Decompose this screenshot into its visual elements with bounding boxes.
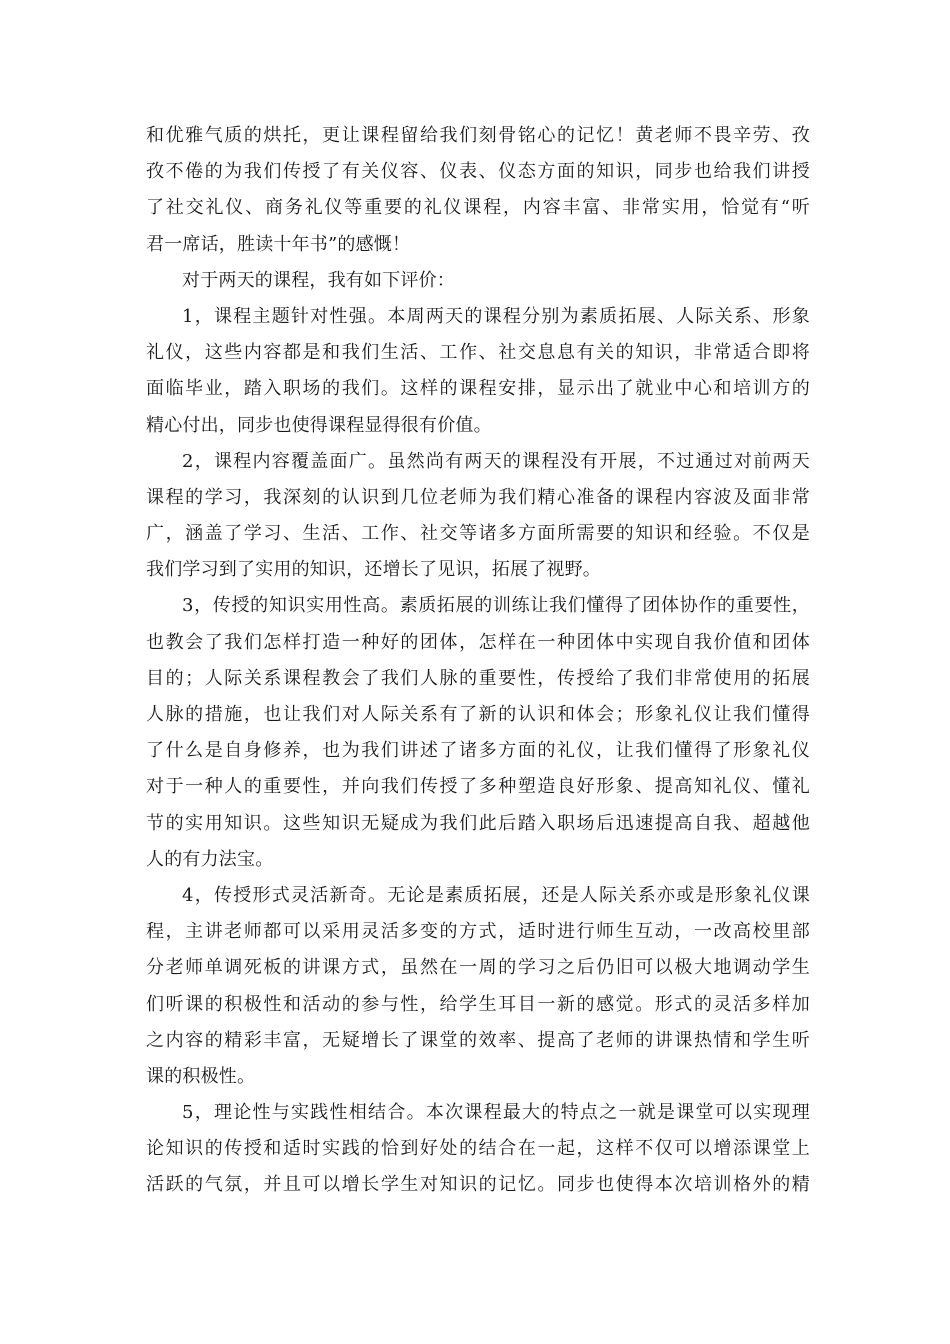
text-line: 人脉的措施，也让我们对人际关系有了新的认识和体会；形象礼仪让我们懂得: [146, 704, 810, 725]
text-line: 论知识的传授和适时实践的恰到好处的结合在一起，这样不仅可以增添课堂上: [146, 1138, 810, 1160]
text-line: 孜不倦的为我们传授了有关仪容、仪表、仪态方面的知识，同步也给我们讲授: [146, 161, 810, 183]
text-line: 分老师单调死板的讲课方式，虽然在一周的学习之后仍旧可以极大地调动学生: [146, 957, 810, 979]
paragraph-intro-continued: [146, 118, 810, 263]
paragraph-point-1: [146, 299, 810, 444]
text-line: 君一席话，胜读十年书”的感慨！: [146, 233, 411, 255]
text-line: 精心付出，同步也使得课程显得很有价值。: [146, 414, 492, 436]
text-line: 程，主讲老师都可以采用灵活多变的方式，适时进行师生互动，一改高校里部: [146, 921, 810, 943]
paragraph-point-5: [146, 1095, 810, 1204]
text-line: 对于两天的课程，我有如下评价：: [182, 269, 455, 291]
text-line: 面临毕业，踏入职场的我们。这样的课程安排，显示出了就业中心和培训方的: [146, 378, 810, 400]
text-line: 2，课程内容覆盖面广。虽然尚有两天的课程没有开展，不过通过对前两天: [182, 450, 810, 472]
text-line: 也教会了我们怎样打造一种好的团体，怎样在一种团体中实现自我价值和团体: [146, 631, 810, 653]
text-line: 4，传授形式灵活新奇。无论是素质拓展，还是人际关系亦或是形象礼仪课: [182, 884, 810, 906]
text-line: 活跃的气氛，并且可以增长学生对知识的记忆。同步也使得本次培训格外的精: [146, 1174, 810, 1196]
text-line: 对于一种人的重要性，并向我们传授了多种塑造良好形象、提高知礼仪、懂礼: [146, 776, 810, 798]
paragraph-evaluation-intro: [146, 263, 810, 299]
text-line: 广，涵盖了学习、生活、工作、社交等诸多方面所需要的知识和经验。不仅是: [146, 523, 810, 545]
paragraph-point-4: [146, 878, 810, 1095]
text-line: 课程的学习，我深刻的认识到几位老师为我们精心准备的课程内容波及面非常: [146, 486, 810, 508]
paragraph-point-2: [146, 444, 810, 589]
text-line: 人的有力法宝。: [146, 848, 274, 870]
text-line: 之内容的精彩丰富，无疑增长了课堂的效率、提高了老师的讲课热情和学生听: [146, 1029, 810, 1051]
text-line: 1，课程主题针对性强。本周两天的课程分别为素质拓展、人际关系、形象: [182, 305, 810, 327]
text-line: 了什么是自身修养，也为我们讲述了诸多方面的礼仪，让我们懂得了形象礼仪: [146, 740, 810, 762]
text-line: 课的积极性。: [146, 1065, 256, 1087]
text-line: 们听课的积极性和活动的参与性，给学生耳目一新的感觉。形式的灵活多样加: [146, 993, 810, 1015]
text-line: 了社交礼仪、商务礼仪等重要的礼仪课程，内容丰富、非常实用，恰觉有“听: [146, 197, 810, 219]
paragraph-point-3: [146, 588, 810, 878]
text-line: 我们学习到了实用的知识，还增长了见识，拓展了视野。: [146, 559, 601, 581]
document-body: [146, 118, 810, 1204]
text-line: 和优雅气质的烘托，更让课程留给我们刻骨铭心的记忆！黄老师不畏辛劳、孜: [146, 125, 810, 146]
text-line: 礼仪，这些内容都是和我们生活、工作、社交息息有关的知识，非常适合即将: [146, 342, 810, 364]
text-line: 节的实用知识。这些知识无疑成为我们此后踏入职场后迅速提高自我、超越他: [146, 812, 810, 834]
text-line: 3，传授的知识实用性高。素质拓展的训练让我们懂得了团体协作的重要性，: [182, 595, 810, 617]
text-line: 5，理论性与实践性相结合。本次课程最大的特点之一就是课堂可以实现理: [182, 1102, 810, 1124]
text-line: 目的；人际关系课程教会了我们人脉的重要性，传授给了我们非常使用的拓展: [146, 667, 810, 689]
